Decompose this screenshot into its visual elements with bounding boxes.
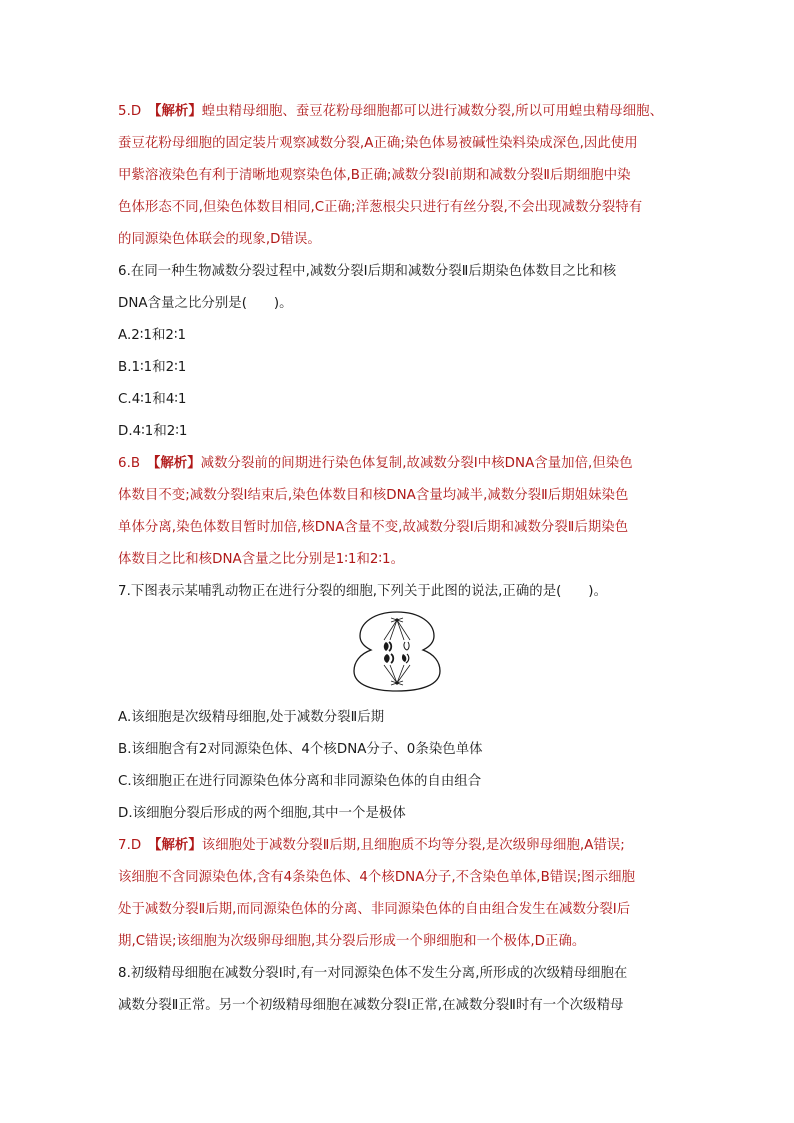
q5-answer-line: 蚕豆花粉母细胞的固定装片观察减数分裂,A正确;染色体易被碱性染料染成深色,因此使用 <box>118 136 638 151</box>
analysis-tag: 【解析】 <box>154 104 202 119</box>
q7-option-d: D.该细胞分裂后形成的两个细胞,其中一个是极体 <box>118 806 406 821</box>
q6-option-b: B.1∶1和2∶1 <box>118 360 187 375</box>
lower-chromosomes <box>384 654 409 663</box>
q6-stem: DNA含量之比分别是( )。 <box>118 296 293 311</box>
q7-option-a: A.该细胞是次级精母细胞,处于减数分裂Ⅱ后期 <box>118 710 385 725</box>
q7-stem: 7.下图表示某哺乳动物正在进行分裂的细胞,下列关于此图的说法,正确的是( )。 <box>118 584 608 599</box>
question-6 <box>118 256 678 448</box>
q6-answer-line: 体数目之比和核DNA含量之比分别是1∶1和2∶1。 <box>118 552 405 567</box>
upper-chromosomes <box>384 642 409 651</box>
cell-division-figure <box>118 609 678 693</box>
q6-answer-line: 单体分离,染色体数目暂时加倍,核DNA含量不变,故减数分裂Ⅰ后期和减数分裂Ⅱ后期染色 <box>118 520 629 535</box>
q7-answer-line: 该细胞不含同源染色体,含有4条染色体、4个核DNA分子,不含染色单体,B错误;图示细胞 <box>118 870 636 885</box>
q5-answer-line: 5.D 【解析】蝗虫精母细胞、蚕豆花粉母细胞都可以进行减数分裂,所以可用蝗虫精母细胞、 <box>118 104 664 119</box>
q7-answer-line: 7.D 【解析】该细胞处于减数分裂Ⅱ后期,且细胞质不均等分裂,是次级卵母细胞,A错误; <box>118 838 625 853</box>
q6-option-a: A.2∶1和2∶1 <box>118 328 187 343</box>
q7-answer <box>118 830 678 958</box>
cell-membrane <box>354 612 440 691</box>
q5-answer-label: 5.D <box>118 104 142 119</box>
q5-answer-line: 色体形态不同,但染色体数目相同,C正确;洋葱根尖只进行有丝分裂,不会出现减数分裂特有 <box>118 200 643 215</box>
q7-option-c: C.该细胞正在进行同源染色体分离和非同源染色体的自由组合 <box>118 774 482 789</box>
q7-answer-line: 处于减数分裂Ⅱ后期,而同源染色体的分离、非同源染色体的自由组合发生在减数分裂Ⅰ后 <box>118 902 631 917</box>
q6-answer-line: 6.B 【解析】减数分裂前的间期进行染色体复制,故减数分裂Ⅰ中核DNA含量加倍,但染色 <box>118 456 633 471</box>
q8-stem: 8.初级精母细胞在减数分裂Ⅰ时,有一对同源染色体不发生分离,所形成的次级精母细胞在 <box>118 966 628 981</box>
cell-diagram <box>350 609 444 693</box>
lower-spindle <box>384 665 410 685</box>
q7-option-b: B.该细胞含有2对同源染色体、4个核DNA分子、0条染色单体 <box>118 742 483 757</box>
document-page <box>118 96 678 1022</box>
q6-answer-label: 6.B <box>118 456 141 471</box>
question-7 <box>118 576 678 830</box>
q5-answer-line: 的同源染色体联会的现象,D错误。 <box>118 232 321 247</box>
q8-stem: 减数分裂Ⅱ正常。另一个初级精母细胞在减数分裂Ⅰ正常,在减数分裂Ⅱ时有一个次级精母 <box>118 998 624 1013</box>
analysis-tag: 【解析】 <box>154 838 202 853</box>
q5-answer <box>118 96 678 256</box>
q7-answer-line: 期,C错误;该细胞为次级卵母细胞,其分裂后形成一个卵细胞和一个极体,D正确。 <box>118 934 586 949</box>
q5-answer-line: 甲紫溶液染色有利于清晰地观察染色体,B正确;减数分裂Ⅰ前期和减数分裂Ⅱ后期细胞中染 <box>118 168 631 183</box>
analysis-tag: 【解析】 <box>153 456 201 471</box>
q6-option-d: D.4∶1和2∶1 <box>118 424 188 439</box>
upper-spindle <box>384 618 410 640</box>
q6-stem: 6.在同一种生物减数分裂过程中,减数分裂Ⅰ后期和减数分裂Ⅱ后期染色体数目之比和核 <box>118 264 617 279</box>
q6-answer <box>118 448 678 576</box>
question-8 <box>118 958 678 1022</box>
q7-answer-label: 7.D <box>118 838 142 853</box>
q6-option-c: C.4∶1和4∶1 <box>118 392 187 407</box>
q6-answer-line: 体数目不变;减数分裂Ⅰ结束后,染色体数目和核DNA含量均减半,减数分裂Ⅱ后期姐妹染色 <box>118 488 629 503</box>
